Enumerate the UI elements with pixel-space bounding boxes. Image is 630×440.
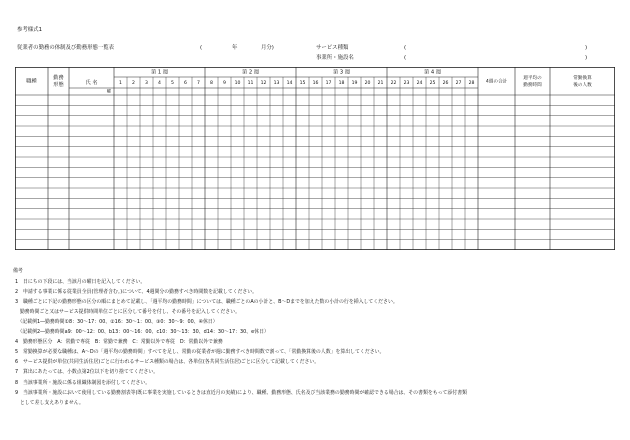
day-number: 6 <box>184 81 187 86</box>
service-type-close: ) <box>585 45 588 51</box>
col-header-total: 4週の合計 <box>485 79 508 85</box>
day-number: 16 <box>312 81 319 86</box>
page-title: 従業者の勤務の体制及び勤務形態一覧表 <box>17 45 115 51</box>
day-number: 23 <box>403 81 410 86</box>
col-header-shokushu: 職種 <box>26 78 37 85</box>
col-header-kinmu-keitai-1: 勤務 <box>53 75 64 81</box>
col-header-weekly-avg-1: 週平均の <box>523 76 542 81</box>
notes-heading: 備考 <box>13 268 23 274</box>
day-number: 27 <box>455 81 462 86</box>
col-header-fte-1: 常勤換算 <box>573 76 592 81</box>
period-year: 年 <box>232 45 238 51</box>
facility-close: ) <box>585 55 588 61</box>
note-line: 8 当該事業所・施設に係る組織体制図を添付してください。 <box>15 379 151 386</box>
col-header-fte-2: 後の人数 <box>573 83 592 88</box>
col-header-weekly-avg-2: 勤務時間 <box>523 83 542 88</box>
note-line: 6 サービス提供が単位(共同生活住居)ごとに行われるサービス種類の場合は、各単位(各共同生活住居)ごとに区分して記載してください。 <box>15 359 320 366</box>
day-number: 28 <box>468 81 475 86</box>
note-line: 7 算出にあたっては、小数点第2位以下を切り捨ててください。 <box>15 369 159 376</box>
facility-open: ( <box>404 55 407 61</box>
col-header-shimei: 氏 名 <box>85 80 98 86</box>
day-number: 18 <box>338 81 345 86</box>
service-type-open: ( <box>404 45 407 51</box>
day-number: 21 <box>377 81 384 86</box>
form-label: 参考様式1 <box>17 27 42 33</box>
week-label-1: 第 1 週 <box>151 69 168 76</box>
note-line: （記載例1―勤務時間①8：30～17：00、②16：30～1：00、③0：30～9：00、④休日） <box>15 318 218 325</box>
note-line: 勤務時間ごと又はサービス提供時間単位ごとに区分して番号を付し、その番号を記入してください。 <box>15 308 240 315</box>
day-number: 26 <box>442 81 449 86</box>
col-header-youbi: 曜 <box>106 88 111 94</box>
note-line: 2 申請する事業に係る従業員全員(管理者含む。)について、4週間分の勤務すべき時間数を記載してください。 <box>15 288 258 295</box>
day-number: 20 <box>364 81 371 86</box>
day-number: 14 <box>286 81 293 86</box>
day-number: 5 <box>171 81 174 86</box>
note-line: 1 日にちの下段には、当該月の曜日を記入してください。 <box>15 278 146 285</box>
day-number: 11 <box>247 81 254 86</box>
period-open: ( <box>200 45 203 51</box>
note-line: 4 勤務形態区分 A：常勤で専従 B：常勤で兼務 C：常勤以外で専従 D：常勤以外で兼務 <box>15 339 223 346</box>
col-header-kinmu-keitai-2: 形態 <box>53 82 64 88</box>
day-number: 1 <box>119 81 122 86</box>
day-number: 10 <box>234 81 241 86</box>
service-type-label: サービス種類 <box>316 45 349 51</box>
day-number: 25 <box>429 81 436 86</box>
note-line: として差し支えありません。 <box>15 399 84 406</box>
period-month: 月分) <box>261 45 274 51</box>
day-number: 15 <box>299 81 306 86</box>
day-number: 17 <box>325 81 332 86</box>
week-label-4: 第 4 週 <box>424 69 441 76</box>
note-line: （記載例2―勤務時間a9：00～12：00、b13：00～16：00、c10：30～13：30、d14：30～17：30、e休日） <box>15 329 269 335</box>
day-number: 13 <box>273 81 280 86</box>
day-number: 19 <box>351 81 358 86</box>
day-number: 4 <box>158 81 161 86</box>
day-number: 2 <box>132 81 135 86</box>
facility-label: 事業所・施設名 <box>316 55 354 61</box>
day-number: 7 <box>197 81 200 86</box>
day-number: 3 <box>145 81 148 86</box>
day-number: 12 <box>260 81 267 86</box>
note-line: 3 職種ごとに下記の勤務形態の区分の順にまとめて記載し、「週平均の勤務時間」については、職種ごとのAの小計と、B～Dまでを加えた数の小計の行を挿入してください。 <box>15 298 398 305</box>
week-label-2: 第 2 週 <box>242 69 259 76</box>
note-line: 9 当該事業所・施設において使用している勤務割表等(既に事業を実施しているときは直近月の実績)により、職種、勤務形態、氏名及び当該業務の勤務時間が確認できる場合は、その書類をもって添付書類 <box>15 389 467 396</box>
day-number: 8 <box>210 81 213 86</box>
note-line: 5 常勤換算が必要な職種は、A～Dの「週平均の勤務時間」すべてを足し、常勤の従業者が週に勤務すべき時間数で割って、「常勤換算後の人数」を算出してください。 <box>15 349 385 356</box>
day-number: 22 <box>390 81 397 86</box>
week-label-3: 第 3 週 <box>333 69 350 76</box>
day-number: 9 <box>223 81 226 86</box>
staff-schedule-table <box>15 67 615 250</box>
day-number: 24 <box>416 81 423 86</box>
